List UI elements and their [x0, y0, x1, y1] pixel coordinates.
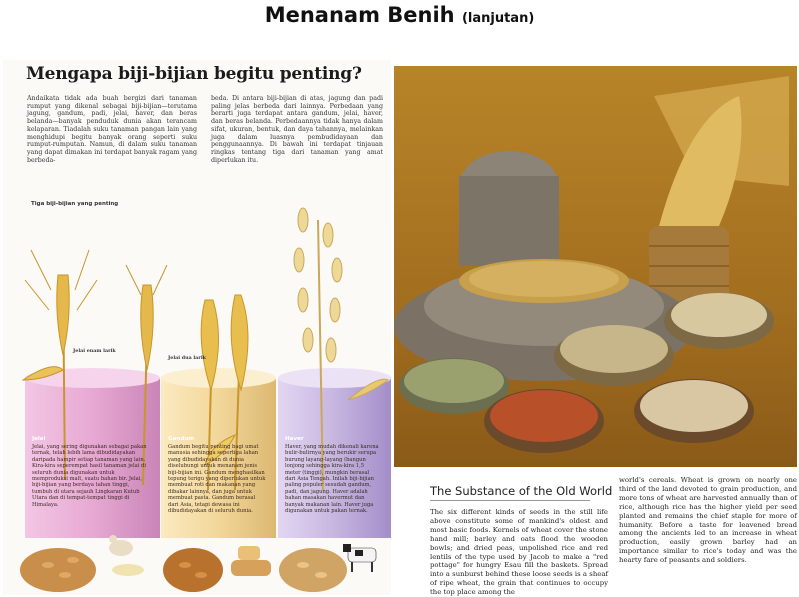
left-heading: Mengapa biji-bijian begitu penting? — [26, 64, 362, 84]
cow-icon — [343, 544, 376, 572]
bread-icon — [231, 546, 271, 576]
label-barley-six-row: Jelai enam larik — [73, 348, 116, 354]
panel-title-gandum: Gandum — [168, 436, 195, 442]
left-body-column-1: Andaikata tidak ada buah bergizi dari tanaman rumput yang dikenal sebagai biji-bijian—terutama jagung, gandum, padi, jelai, haver, dan beras belanda—banyak penduduk dunia akan terancam kelaparan. Tiadalah suku tanaman pangan lain yang menghidupi begitu banyak orang seperti suku rumput-rumputan. Namun, di dalam suku tanaman yang dapat dimakan ini terdapat banyak ragam yang berbeda- — [27, 95, 197, 164]
basket-red-lentils — [484, 389, 604, 453]
heading-rule — [430, 500, 590, 501]
page-title — [0, 3, 799, 27]
basket-rice — [634, 379, 754, 443]
panel-title-haver: Haver — [285, 436, 304, 442]
right-body-column-2: world's cereals. Wheat is grown on nearly one third of the land devoted to grain production, and more tons of wheat are harvested annually than of rice, although rice has the higher yield per seed planted and remains the chief staple for more of humanity. Before a taste for leavened bread among the ancients led to an increase in wheat production, easily grown barley had an importance similar to rice's today and was the hearty fare of peasants and soldiers. — [619, 476, 797, 565]
bowl-barley — [554, 325, 674, 386]
bowl-oats — [664, 293, 774, 349]
label-barley-two-row: Jelai dua larik — [168, 355, 206, 361]
right-body-column-1: The six different kinds of seeds in the still life above constitute some of mankind's oldest and most basic foods. Kernels of wheat cover the stone hand mill; barley and oats flood the wooden bowls; and dried peas, unpolished rice and red lentils of the type used by Jacob to make a "red pottage" for hungry Esau fill the baskets. Spread into a sunburst behind these loose seeds is a sheaf of ripe wheat, the grain that continues to occupy the top place among the — [430, 508, 608, 597]
right-heading: The Substance of the Old World — [430, 484, 613, 498]
chicken-and-feed-icon — [109, 535, 144, 576]
title-main: Menanam Benih — [264, 3, 455, 27]
oat-grain-pile — [279, 548, 347, 592]
figure-caption: Tiga biji-bijian yang penting — [31, 201, 119, 207]
barley-grain-pile — [20, 548, 96, 592]
panel-text-jelai: Jelai, yang sering digunakan sebagai pakan ternak, telah lebih lama dibudidayakan daripada hampir setiap tanaman yang lain. Kira-kira seperempat hasil tanaman jelai di seluruh dunia digunakan untuk memproduksi malt, suatu bahan bir. Jelai, biji-bijian yang berdaya tahan tinggi, tumbuh di utara sejauh Lingkaran Kutub Utara dan di tempat-tempat tinggi di Himalaya. — [32, 444, 147, 508]
title-sub: (lanjutan) — [461, 11, 535, 26]
left-body-column-2: beda. Di antara biji-bijian di atas, jagung dan padi paling jelas berbeda dari lainnya. Perbedaan yang berarti juga terdapat antara gandum, jelai, haver, dan beras belanda. Perbedaannya tidak hanya dalam sifat, ukuran, bentuk, dan daya tahannya, melainkan juga dalam luasnya pembudidayaan dan penggunaannya. Di bawah ini terdapat tinjauan ringkas tentang tiga dari tanaman yang amat diperlukan itu. — [211, 95, 383, 164]
panel-title-jelai: Jelai — [32, 436, 46, 442]
still-life-photo — [394, 66, 797, 467]
panel-text-gandum: Gandum begitu penting bagi umat manusia sehingga sepertiga lahan yang dibudidayakan di dunia diselubungi untuk menanam jenis biji-bijian ini. Gandum menghasilkan tepung terigu yang diperlukan untuk membuat roti dan makanan yang dibakar lainnya, dan juga untuk membuat pasta. Gandum berasal dari Asia, tetapi dewasa ini dibudidayakan di seluruh dunia. — [168, 444, 266, 515]
wheat-grain-pile — [163, 548, 223, 592]
panel-text-haver: Haver, yang mudah dikenali karena bulir-bulirnya yang berukir serupa burung layang-layang (bangun lonjong sehingga kira-kira 1,5 meter (tinggi), mungkin berasal dari Asia Tengah. Inilah biji-bijian paling populer sesudah gandum, padi, dan jagung. Haver adalah bahan masakan havermut dan banyak makanan lain. Haver juga digunakan untuk pakan ternak. — [285, 444, 379, 515]
